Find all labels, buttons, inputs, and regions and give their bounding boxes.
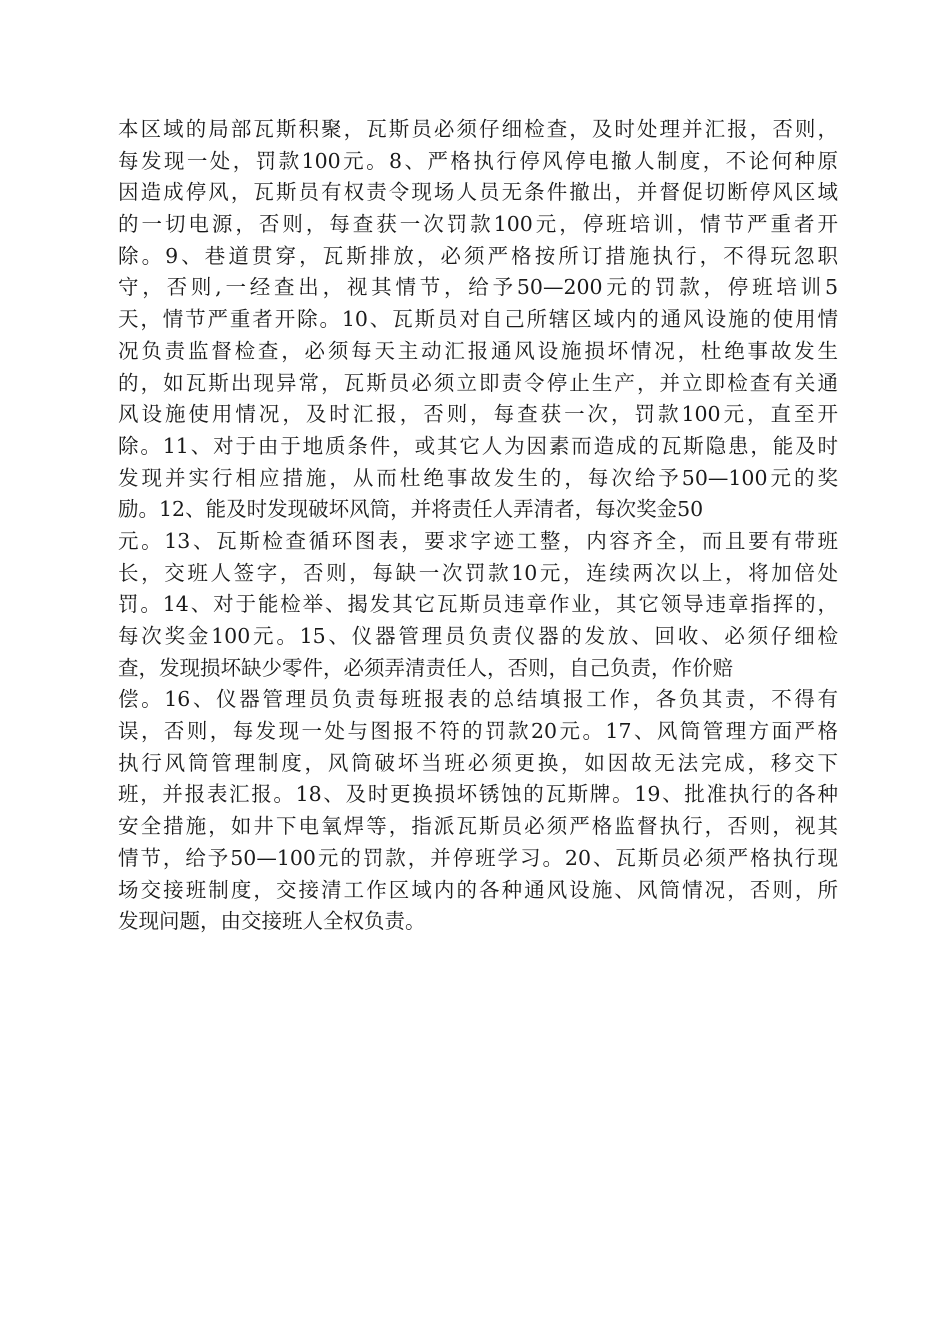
document-body xyxy=(118,114,838,938)
text-line: 误，否则，每发现一处与图报不符的罚款20元。17、风筒管理方面严格 xyxy=(118,719,838,744)
text-line: 元。13、瓦斯检查循环图表，要求字迹工整，内容齐全，而且要有带班 xyxy=(118,528,838,553)
text-line: 执行风筒管理制度，风筒破坏当班必须更换，如因故无法完成，移交下 xyxy=(118,750,838,775)
text-line: 偿。16、仪器管理员负责每班报表的总结填报工作，各负其责，不得有 xyxy=(118,687,838,712)
text-line: 守，否则,一经查出，视其情节，给予50—200元的罚款，停班培训5 xyxy=(118,275,838,300)
text-line: 查，发现损坏缺少零件，必须弄清责任人，否则，自己负责，作价赔 xyxy=(118,655,733,680)
text-line: 发现问题，由交接班人全权负责。 xyxy=(118,909,426,934)
text-line: 罚。14、对于能检举、揭发其它瓦斯员违章作业，其它领导违章指挥的， xyxy=(118,592,838,617)
text-line: 场交接班制度，交接清工作区域内的各种通风设施、风筒情况，否则，所 xyxy=(118,877,838,902)
text-line: 因造成停风，瓦斯员有权责令现场人员无条件撤出，并督促切断停风区域 xyxy=(118,180,838,205)
text-line: 每次奖金100元。15、仪器管理员负责仪器的发放、回收、必须仔细检 xyxy=(118,624,838,648)
text-line: 班，并报表汇报。18、及时更换损坏锈蚀的瓦斯牌。19、批准执行的各种 xyxy=(118,782,838,807)
text-line: 风设施使用情况，及时汇报，否则，每查获一次，罚款100元，直至开 xyxy=(118,402,838,427)
text-line: 的，如瓦斯出现异常，瓦斯员必须立即责令停止生产，并立即检查有关通 xyxy=(118,370,838,395)
text-line: 本区域的局部瓦斯积聚，瓦斯员必须仔细检查，及时处理并汇报，否则， xyxy=(118,117,838,141)
text-line: 除。9、巷道贯穿，瓦斯排放，必须严格按所订措施执行，不得玩忽职 xyxy=(118,243,838,268)
text-line: 长，交班人签字，否则，每缺一次罚款10元，连续两次以上，将加倍处 xyxy=(118,560,838,585)
text-line: 每发现一处，罚款100元。8、严格执行停风停电撤人制度，不论何种原 xyxy=(118,148,838,173)
text-line: 况负责监督检查，必须每天主动汇报通风设施损坏情况，杜绝事故发生 xyxy=(118,338,838,363)
text-line: 发现并实行相应措施，从而杜绝事故发生的，每次给予50—100元的奖 xyxy=(118,465,838,490)
text-line: 除。11、对于由于地质条件，或其它人为因素而造成的瓦斯隐患，能及时 xyxy=(118,433,838,458)
text-line: 励。12、能及时发现破坏风筒，并将责任人弄清者，每次奖金50 xyxy=(118,497,704,522)
text-line: 天，情节严重者开除。10、瓦斯员对自己所辖区域内的通风设施的使用情 xyxy=(118,307,838,332)
text-line: 的一切电源，否则，每查获一次罚款100元，停班培训，情节严重者开 xyxy=(118,212,838,237)
text-line: 情节，给予50—100元的罚款，并停班学习。20、瓦斯员必须严格执行现 xyxy=(118,845,838,870)
text-line: 安全措施，如井下电氧焊等，指派瓦斯员必须严格监督执行，否则，视其 xyxy=(118,814,838,839)
